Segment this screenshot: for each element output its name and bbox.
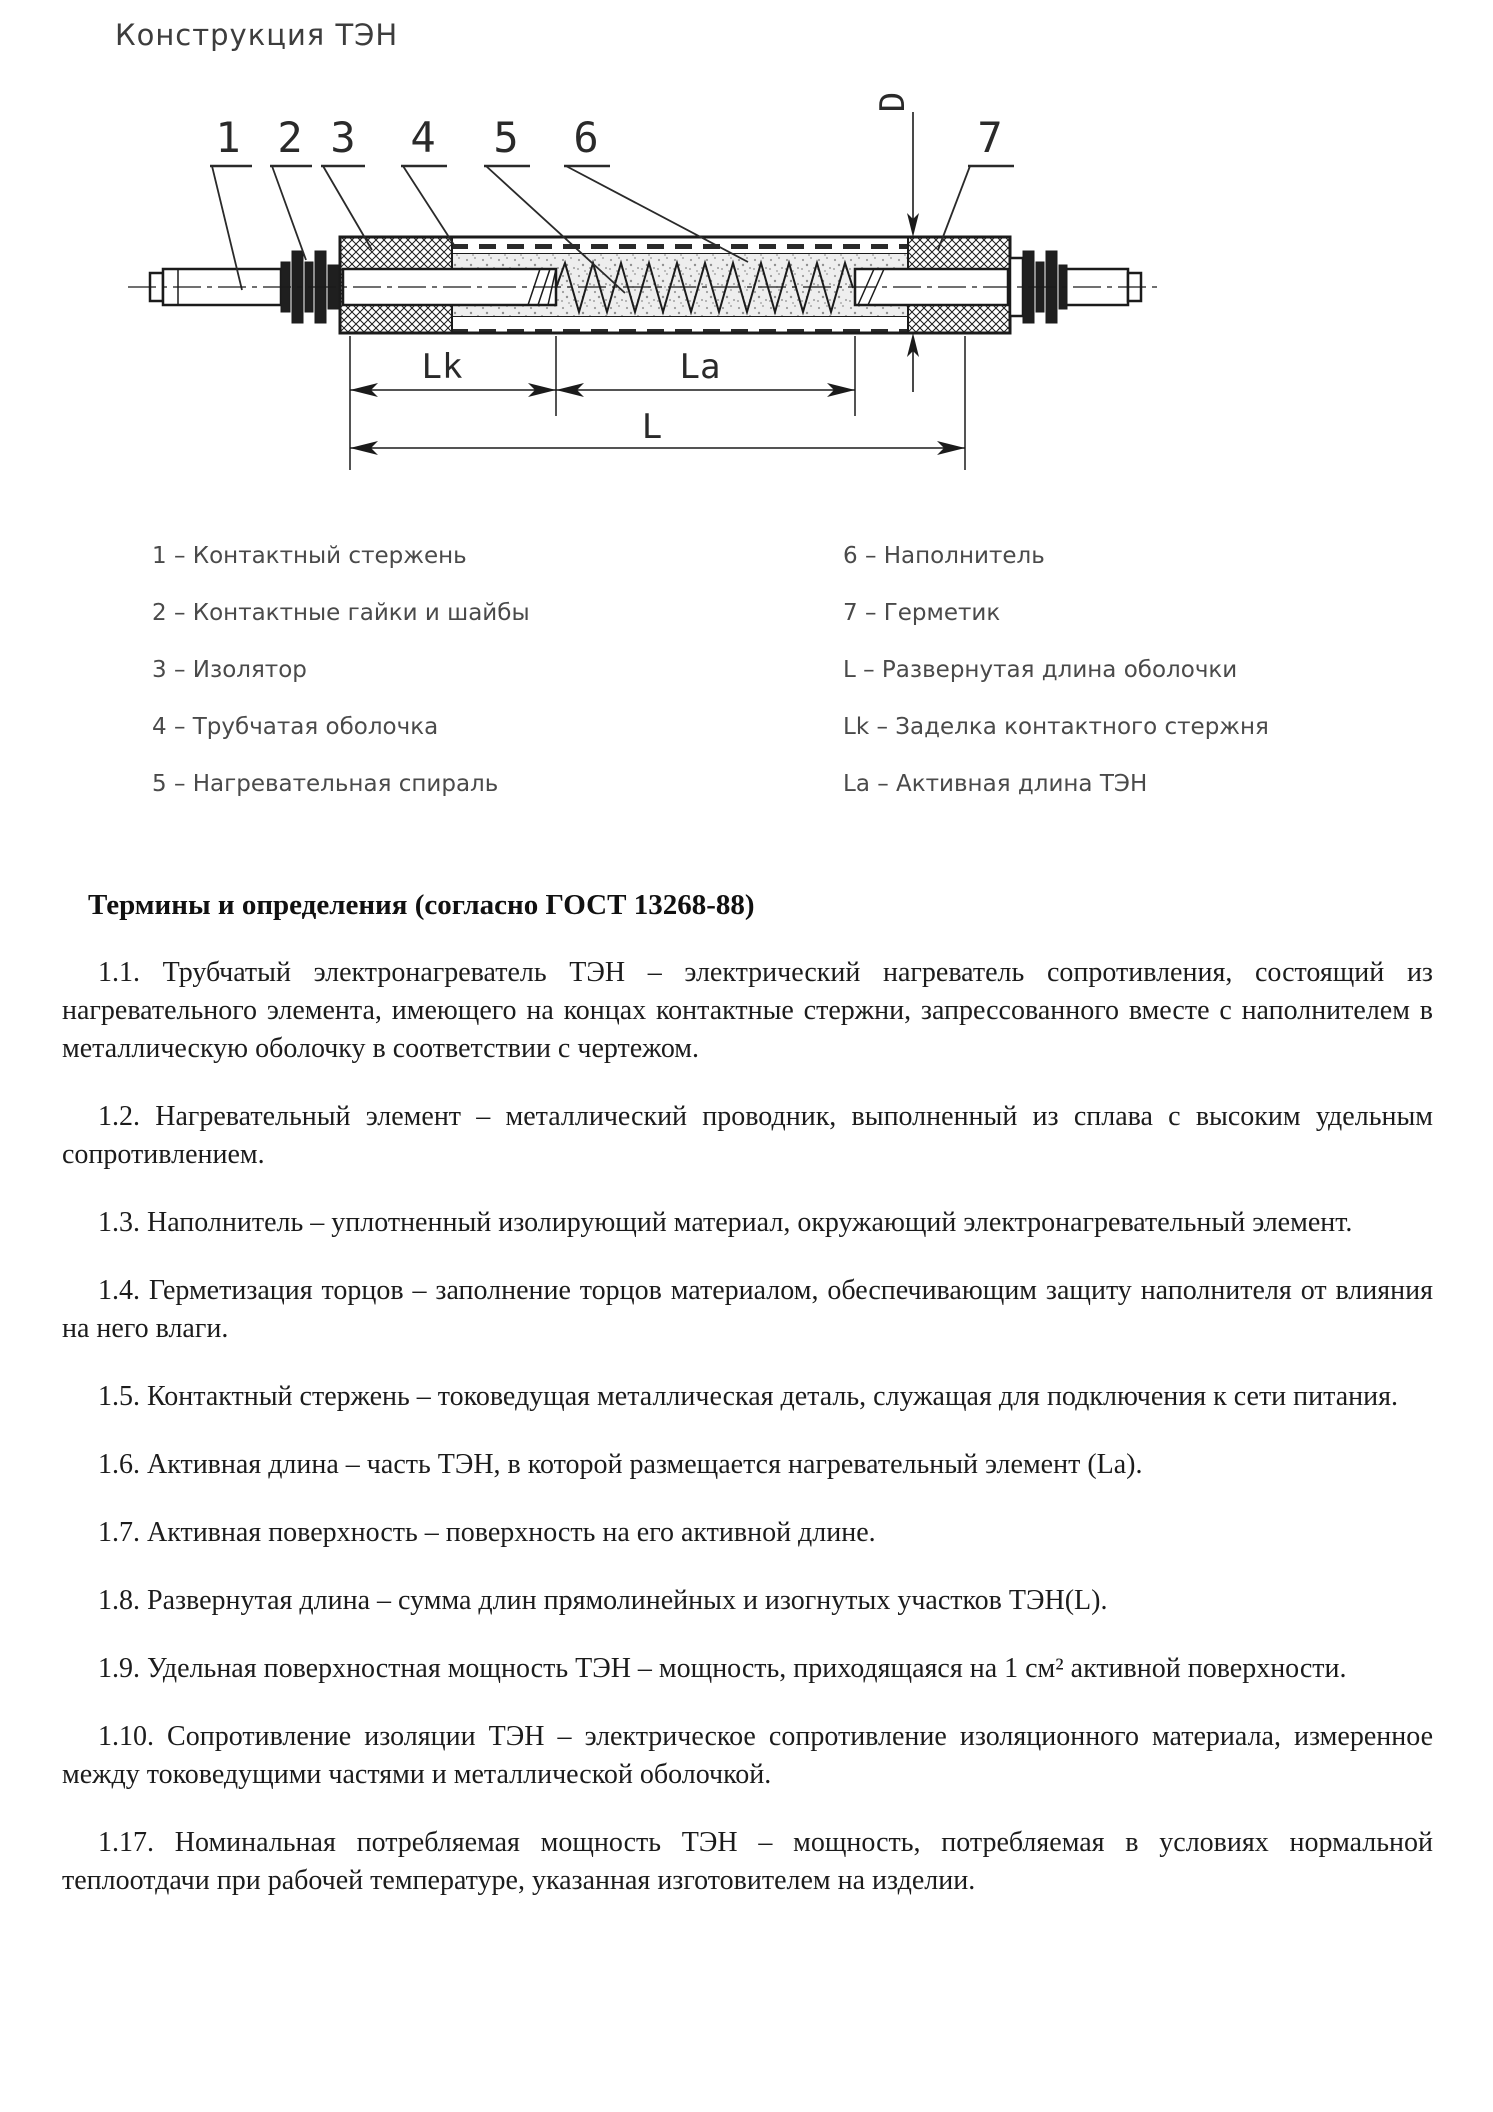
svg-text:5: 5 [493,113,519,162]
legend-item: 2 – Контактные гайки и шайбы [152,600,530,626]
term-paragraph-1-5: 1.5. Контактный стержень – токоведущая металлическая деталь, служащая для подключения к сети питания. [98,1381,1398,1412]
legend-column-left [152,528,530,813]
legend-item: 6 – Наполнитель [843,543,1045,569]
legend-column-right [843,528,1269,813]
legend-item: La – Активная длина ТЭН [843,771,1148,797]
legend-item: 1 – Контактный стержень [152,543,467,569]
callout-3 [321,113,372,250]
svg-text:L: L [641,407,663,447]
term-paragraph-1-2: 1.2. Нагревательный элемент – металлический проводник, выполненный из сплава с высоким удельным сопротивлением. [62,1101,1433,1170]
callout-4 [401,113,456,248]
dimension-la [556,347,855,397]
callout-1 [210,113,252,290]
heater-assembly [150,237,1141,333]
contact-rod-left [150,269,281,305]
term-paragraph-1-4: 1.4. Герметизация торцов – заполнение торцов материалом, обеспечивающим защиту наполнителя от влияния на него влаги. [62,1275,1433,1344]
callout-2 [270,113,312,260]
legend-item: 7 – Герметик [843,600,1001,626]
term-paragraph-1-6: 1.6. Активная длина – часть ТЭН, в которой размещается нагревательный элемент (La). [98,1449,1143,1480]
ten-construction-diagram [0,85,1493,515]
legend-item: L – Развернутая длина оболочки [843,657,1238,683]
term-paragraph-1-10: 1.10. Сопротивление изоляции ТЭН – электрическое сопротивление изоляционного материала, измеренное между токоведущими частями и металлической оболочкой. [62,1721,1433,1790]
svg-text:La: La [679,347,721,387]
term-paragraph-1-8: 1.8. Развернутая длина – сумма длин прямолинейных и изогнутых участков ТЭН(L). [98,1585,1108,1616]
svg-text:7: 7 [977,113,1003,162]
term-paragraph-1-17: 1.17. Номинальная потребляемая мощность ТЭН – мощность, потребляемая в условиях нормальной теплоотдачи при рабочей температуре, указанная изготовителем на изделии. [62,1827,1433,1896]
svg-text:3: 3 [330,113,356,162]
svg-text:D: D [873,91,913,113]
term-paragraph-1-9: 1.9. Удельная поверхностная мощность ТЭН – мощность, приходящаяся на 1 см² активной поверхности. [98,1653,1347,1684]
dimension-lk [350,347,556,397]
terms-section [62,886,1433,1930]
svg-text:2: 2 [277,113,303,162]
term-paragraph-1-7: 1.7. Активная поверхность – поверхность на его активной длине. [98,1517,876,1548]
legend-item: 3 – Изолятор [152,657,307,683]
terms-heading: Термины и определения (согласно ГОСТ 13268-88) [88,889,755,921]
dimension-l [350,407,965,455]
svg-text:6: 6 [573,113,599,162]
figure-title: Конструкция ТЭН [115,18,399,52]
term-paragraph-1-1: 1.1. Трубчатый электронагреватель ТЭН – электрический нагреватель сопротивления, состоящий из нагревательного элемента, имеющего на концах контактные стержни, запрессованного вместе с наполнителем в металлическую оболочку в соответствии с чертежом. [62,957,1433,1064]
callout-7 [938,113,1014,250]
dimension-lines [350,336,965,470]
legend-item: Lk – Заделка контактного стержня [843,714,1269,740]
legend-item: 5 – Нагревательная спираль [152,771,499,797]
svg-text:Lk: Lk [421,347,463,387]
term-paragraph-1-3: 1.3. Наполнитель – уплотненный изолирующий материал, окружающий электронагревательный элемент. [98,1207,1353,1238]
svg-text:1: 1 [215,113,241,162]
legend-item: 4 – Трубчатая оболочка [152,714,439,740]
svg-text:4: 4 [410,113,436,162]
